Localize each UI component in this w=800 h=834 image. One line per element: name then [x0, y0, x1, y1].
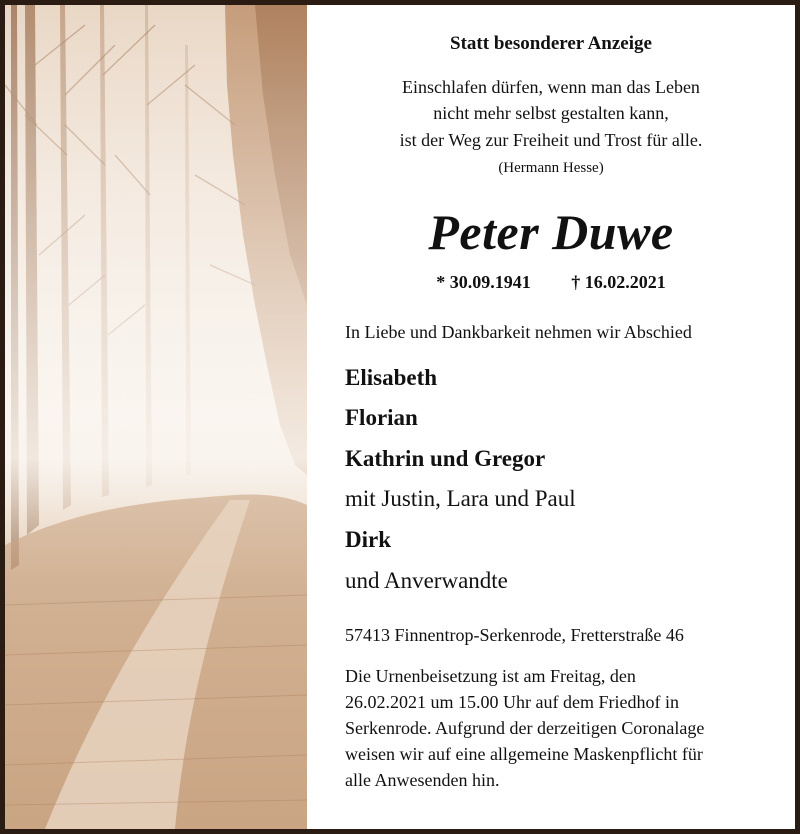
notice-line: weisen wir auf eine allgemeine Maskenpflicht für — [345, 744, 703, 764]
life-dates — [307, 272, 795, 293]
forest-path-photo — [5, 5, 307, 829]
death-date: † 16.02.2021 — [571, 272, 666, 292]
obituary-text — [307, 5, 795, 829]
family-address: 57413 Finnentrop-Serkenrode, Fretterstraße 46 — [345, 625, 684, 645]
notice-line: Serkenrode. Aufgrund der derzeitigen Coronalage — [345, 718, 705, 738]
poem-line: Einschlafen dürfen, wenn man das Leben — [402, 77, 700, 97]
mourner-name: Dirk — [345, 527, 391, 552]
birth-date: * 30.09.1941 — [436, 272, 531, 292]
headline: Statt besonderer Anzeige — [450, 33, 652, 54]
mourner-children: mit Justin, Lara und Paul — [345, 486, 576, 511]
funeral-notice — [345, 663, 785, 793]
poem-line: ist der Weg zur Freiheit und Trost für alle. — [399, 130, 703, 150]
forest-illustration — [5, 5, 307, 829]
farewell-text: In Liebe und Dankbarkeit nehmen wir Abschied — [345, 322, 692, 342]
mourner-name: Kathrin und Gregor — [345, 446, 546, 471]
mourner-name: Elisabeth — [345, 365, 438, 390]
notice-line: Die Urnenbeisetzung ist am Freitag, den — [345, 666, 636, 686]
mourner-relatives: und Anverwandte — [345, 568, 508, 593]
poem-author: (Hermann Hesse) — [498, 160, 604, 176]
deceased-name: Peter Duwe — [428, 204, 674, 260]
mourner-name: Florian — [345, 405, 418, 430]
notice-line: alle Anwesenden hin. — [345, 770, 500, 790]
notice-line: 26.02.2021 um 15.00 Uhr auf dem Friedhof in — [345, 692, 679, 712]
poem-line: nicht mehr selbst gestalten kann, — [433, 103, 669, 123]
